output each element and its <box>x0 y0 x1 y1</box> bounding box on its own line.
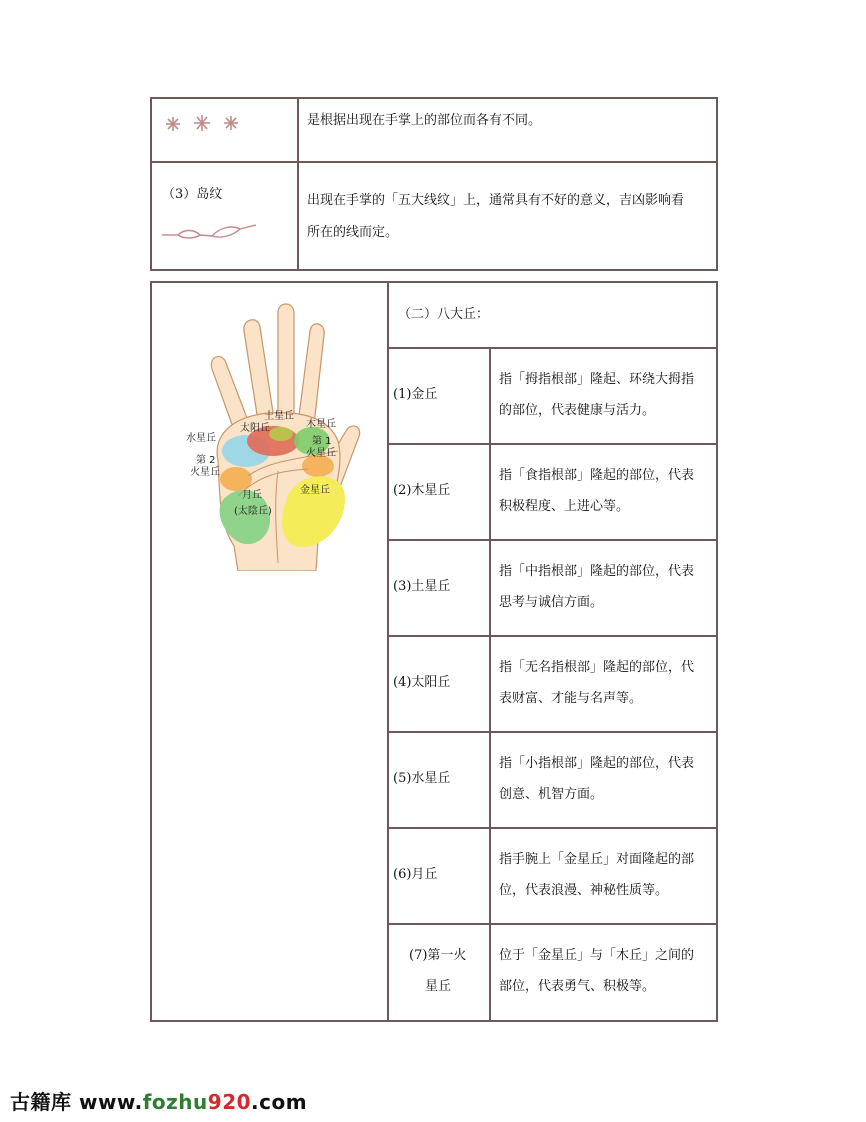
row1-description: 是根据出现在手掌上的部位而各有不同。 <box>307 113 542 128</box>
watermark-part-5: .com <box>251 1090 308 1114</box>
mount-name-6: (6)月丘 <box>393 867 438 882</box>
mounts-border-top <box>150 281 718 283</box>
label-second-1: 第 2 <box>196 455 216 466</box>
top-table-border-mid <box>150 161 718 163</box>
watermark-part-3: fozhu <box>142 1090 208 1114</box>
mount-name-4: (4)太阳丘 <box>393 675 451 690</box>
mount-desc-6-line2: 位，代表浪漫、神秘性质等。 <box>499 883 669 898</box>
label-wood: 木星丘 <box>306 419 336 430</box>
site-watermark <box>10 1086 307 1115</box>
row2-description-line1: 出现在手掌的「五大线纹」上，通常具有不好的意义，吉凶影响看 <box>307 193 685 208</box>
label-moon-1: 月丘 <box>242 490 262 501</box>
row2-title: （3）岛纹 <box>162 187 223 202</box>
mount-desc-7-line2: 部位，代表勇气、积极等。 <box>499 979 656 994</box>
label-sun: 太阳丘 <box>240 423 270 434</box>
mount-desc-5-line2: 创意、机智方面。 <box>499 787 604 802</box>
inner-row-line-1 <box>389 443 716 445</box>
mounts-border-bottom <box>150 1020 718 1022</box>
top-table-border-left <box>150 97 152 271</box>
mount-desc-3-line2: 思考与诚信方面。 <box>499 595 604 610</box>
star-pattern-icon <box>160 111 250 137</box>
mount-name-3: (3)土星丘 <box>393 579 451 594</box>
mounts-table <box>150 281 718 1023</box>
mount-desc-5-line1: 指「小指根部」隆起的部位，代表 <box>499 756 695 771</box>
island-pattern-icon <box>160 223 260 245</box>
inner-row-line-4 <box>389 731 716 733</box>
mount-desc-2-line1: 指「食指根部」隆起的部位，代表 <box>499 468 695 483</box>
label-first-1: 第 1 <box>312 436 332 447</box>
mount-desc-2-line2: 积极程度、上进心等。 <box>499 499 630 514</box>
top-table-border-top <box>150 97 718 99</box>
inner-row-line-6 <box>389 923 716 925</box>
mount-name-5: (5)水星丘 <box>393 771 451 786</box>
mount-name-7-line1: (7)第一火 <box>409 948 467 963</box>
mount-desc-4-line2: 表财富、才能与名声等。 <box>499 691 643 706</box>
mounts-inner-table <box>389 347 716 1020</box>
mount-desc-1-line2: 的部位，代表健康与活力。 <box>499 403 656 418</box>
top-table-divider <box>297 97 299 271</box>
watermark-part-1: 古籍库 <box>10 1090 79 1114</box>
row2-description-line2: 所在的线而定。 <box>307 225 399 240</box>
top-table <box>150 97 718 272</box>
mount-name-1: (1)金丘 <box>393 387 438 402</box>
label-second-2: 火星丘 <box>190 467 220 478</box>
mount-name-7-line2: 星丘 <box>425 979 452 994</box>
mount-desc-1-line1: 指「拇指根部」隆起、环绕大拇指 <box>499 372 695 387</box>
mount-desc-3-line1: 指「中指根部」隆起的部位，代表 <box>499 564 695 579</box>
mount-desc-6-line1: 指手腕上「金星丘」对面隆起的部 <box>499 852 695 867</box>
mount-name-2: (2)木星丘 <box>393 483 451 498</box>
label-first-2: 火星丘 <box>306 448 336 459</box>
palm-mounts-illustration <box>178 301 368 571</box>
mounts-border-right <box>716 281 718 1022</box>
mounts-border-left <box>150 281 152 1022</box>
inner-row-line-5 <box>389 827 716 829</box>
watermark-part-4: 920 <box>207 1090 252 1114</box>
label-earth: 土星丘 <box>264 411 294 422</box>
label-moon-2: (太陰丘) <box>234 506 272 517</box>
label-venus: 金星丘 <box>300 485 330 496</box>
inner-divider <box>489 347 491 1020</box>
top-table-border-bottom <box>150 269 718 271</box>
inner-row-line-3 <box>389 635 716 637</box>
inner-row-line-2 <box>389 539 716 541</box>
mount-desc-7-line1: 位于「金星丘」与「木丘」之间的 <box>499 948 695 963</box>
label-water: 水星丘 <box>186 433 216 444</box>
top-table-border-right <box>716 97 718 271</box>
section-title: （二）八大丘： <box>398 307 490 322</box>
mount-desc-4-line1: 指「无名指根部」隆起的部位，代 <box>499 660 695 675</box>
watermark-part-2: www. <box>78 1090 143 1114</box>
